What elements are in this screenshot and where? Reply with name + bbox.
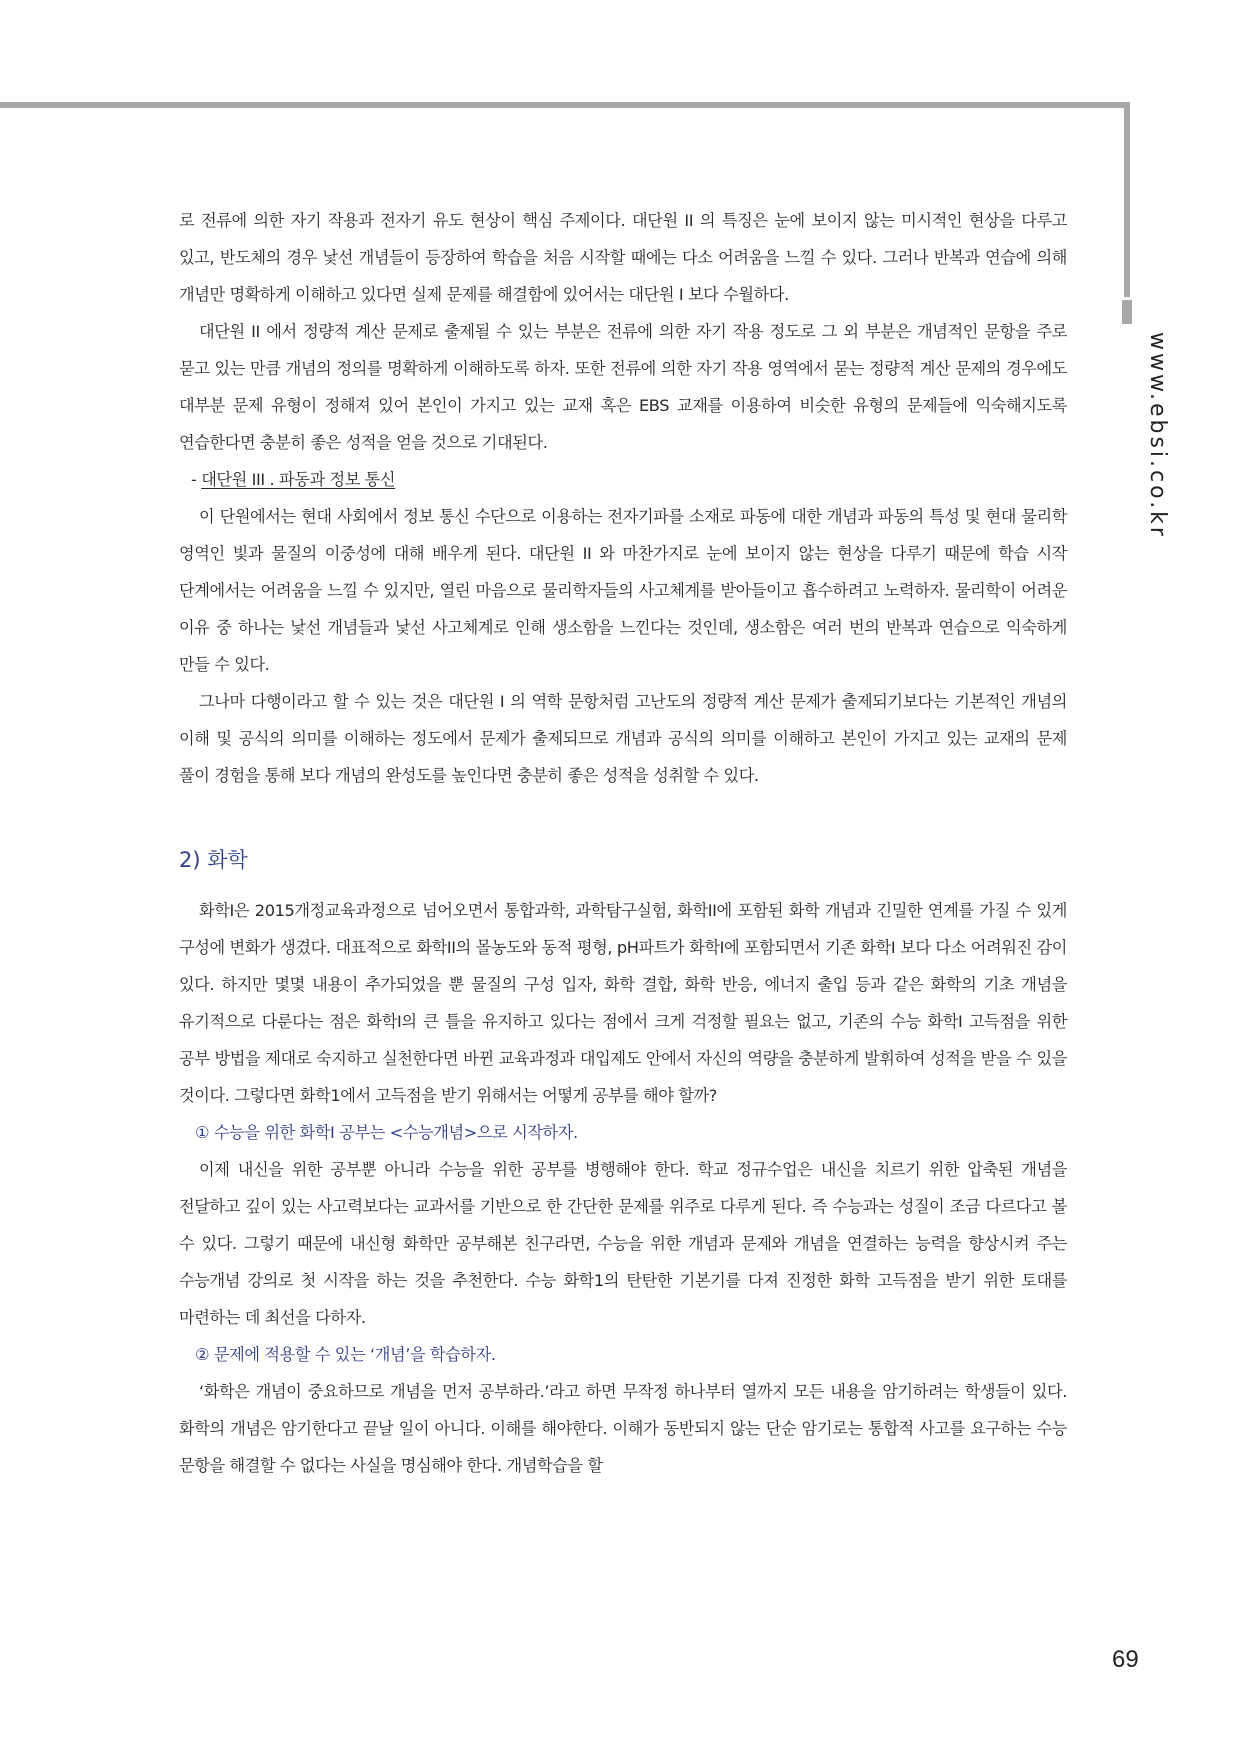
right-rule: [1124, 102, 1130, 297]
paragraph-2: 대단원 II 에서 정량적 계산 문제로 출제될 수 있는 부분은 전류에 의한 자기 작용 정도로 그 외 부분은 개념적인 문항을 주로 묻고 있는 만큼 개념의 정의를 명확하게 이해하도록 하자. 또한 전류에 의한 자기 작용 영역에서 묻는 정량적 계산 문제의 경우에도 대부분 문제 유형이 정해져 있어 본인이 가지고 있는 교재 혹은 EBS 교재를 이용하여 비슷한 유형의 문제들에 익숙해지도록 연습한다면 충분히 좋은 성적을 얻을 것으로 기대된다.: [179, 322, 1067, 452]
paragraph-6: 이제 내신을 위한 공부뿐 아니라 수능을 위한 공부를 병행해야 한다. 학교 정규수업은 내신을 치르기 위한 압축된 개념을 전달하고 깊이 있는 사고력보다는 교과서를 기반으로 한 간단한 문제를 위주로 다루게 된다. 즉 수능과는 성질이 조금 다르다고 볼 수 있다. 그렇기 때문에 내신형 화학만 공부해본 친구라면, 수능을 위한 개념과 문제와 개념을 연결하는 능력을 향상시켜 주는 수능개념 강의로 첫 시작을 하는 것을 추천한다. 수능 화학1의 탄탄한 기본기를 다져 진정한 화학 고득점을 받기 위한 토대를 마련하는 데 최선을 다하자.: [179, 1160, 1067, 1327]
topic-heading-2: ② 문제에 적용할 수 있는 ‘개념’을 학습하자.: [195, 1345, 496, 1364]
unit3-dash: -: [191, 470, 202, 489]
top-rule: [0, 102, 1130, 108]
paragraph-4: 그나마 다행이라고 할 수 있는 것은 대단원 I 의 역학 문항처럼 고난도의 정량적 계산 문제가 출제되기보다는 기본적인 개념의 이해 및 공식의 의미를 이해하는 정도에서 문제가 출제되므로 개념과 공식의 의미를 이해하고 본인이 가지고 있는 교재의 문제 풀이 경험을 통해 보다 개념의 완성도를 높인다면 충분히 좋은 성적을 성취할 수 있다.: [179, 692, 1067, 785]
paragraph-5: 화학I은 2015개정교육과정으로 넘어오면서 통합과학, 과학탐구실험, 화학II에 포함된 화학 개념과 긴밀한 연계를 가질 수 있게 구성에 변화가 생겼다. 대표적으로 화학II의 몰농도와 동적 평형, pH파트가 화학I에 포함되면서 기존 화학I 보다 다소 어려워진 감이 있다. 하지만 몇몇 내용이 추가되었을 뿐 물질의 구성 입자, 화학 결합, 화학 반응, 에너지 출입 등과 같은 화학의 기초 개념을 유기적으로 다룬다는 점은 화학I의 큰 틀을 유지하고 있다는 점에서 크게 걱정할 필요는 없고, 기존의 수능 화학I 고득점을 위한 공부 방법을 제대로 숙지하고 실천한다면 바뀐 교육과정과 대입제도 안에서 자신의 역량을 충분하게 발휘하여 성적을 받을 수 있을 것이다. 그렇다면 화학1에서 고득점을 받기 위해서는 어떻게 공부를 해야 할까?: [179, 901, 1067, 1105]
site-url[interactable]: www.ebsi.co.kr: [1145, 332, 1170, 539]
paragraph-3: 이 단원에서는 현대 사회에서 정보 통신 수단으로 이용하는 전자기파를 소재로 파동에 대한 개념과 파동의 특성 및 현대 물리학 영역인 빛과 물질의 이중성에 대해 배우게 된다. 대단원 II 와 마찬가지로 눈에 보이지 않는 현상을 다루기 때문에 학습 시작 단계에서는 어려움을 느낄 수 있지만, 열린 마음으로 물리학자들의 사고체계를 받아들이고 흡수하려고 노력하자. 물리학이 어려운 이유 중 하나는 낯선 개념들과 낯선 사고체계로 인해 생소함을 느낀다는 것인데, 생소함은 여러 번의 반복과 연습으로 익숙하게 만들 수 있다.: [179, 507, 1067, 674]
unit3-heading: [179, 461, 1067, 498]
unit3-title: 대단원 III . 파동과 정보 통신: [201, 470, 396, 489]
paragraph-1: 로 전류에 의한 자기 작용과 전자기 유도 현상이 핵심 주제이다. 대단원 II 의 특징은 눈에 보이지 않는 미시적인 현상을 다루고 있고, 반도체의 경우 낯선 개념들이 등장하여 학습을 처음 시작할 때에는 다소 어려움을 느낄 수 있다. 그러나 반복과 연습에 의해 개념만 명확하게 이해하고 있다면 실제 문제를 해결함에 있어서는 대단원 I 보다 수월하다.: [179, 211, 1067, 304]
section-title-chemistry: 2) 화학: [179, 848, 248, 872]
paragraph-7: ‘화학은 개념이 중요하므로 개념을 먼저 공부하라.’라고 하면 무작정 하나부터 열까지 모든 내용을 암기하려는 학생들이 있다. 화학의 개념은 암기한다고 끝날 일이 아니다. 이해를 해야한다. 이해가 동반되지 않는 단순 암기로는 통합적 사고를 요구하는 수능 문항을 해결할 수 없다는 사실을 명심해야 한다. 개념학습을 할: [179, 1382, 1067, 1475]
rule-mark: [1122, 300, 1132, 324]
page-number: 69: [1112, 1646, 1139, 1673]
page-body: [179, 202, 1067, 1484]
topic-heading-1: ① 수능을 위한 화학I 공부는 <수능개념>으로 시작하자.: [195, 1123, 578, 1142]
